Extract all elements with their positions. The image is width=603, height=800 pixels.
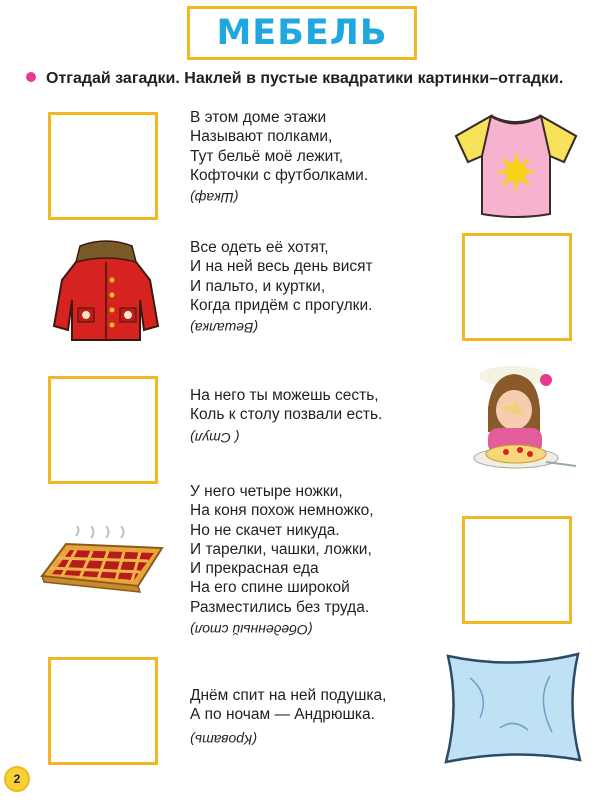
riddle-line: И пальто, и куртки, <box>190 277 326 295</box>
page-title: МЕБЕЛЬ <box>216 13 388 53</box>
riddle-4-text <box>190 482 430 617</box>
riddle-line: Все одеть её хотят, <box>190 239 329 256</box>
title-box <box>187 6 417 60</box>
sticker-box-4[interactable] <box>462 516 572 624</box>
riddle-line: Когда придём с прогулки. <box>190 296 373 314</box>
pie-icon <box>36 526 166 611</box>
pillow-icon <box>440 648 586 771</box>
riddle-line: На него ты можешь сесть, <box>190 387 379 404</box>
sticker-box-2[interactable] <box>462 233 572 341</box>
riddle-5-text <box>190 686 430 725</box>
instruction <box>26 70 596 88</box>
riddle-2-text <box>190 238 430 315</box>
sticker-box-1[interactable] <box>48 112 158 220</box>
coat-icon <box>46 240 166 350</box>
riddle-3-text <box>190 386 430 425</box>
instruction-text: Отгадай загадки. Наклей в пустые квадратики картинки–отгадки. <box>46 70 564 87</box>
riddle-3-answer: ( Стул) <box>190 430 240 446</box>
riddle-1-text <box>190 108 430 185</box>
riddle-line: И прекрасная еда <box>190 560 319 578</box>
page-number: 2 <box>4 766 30 792</box>
bullet-icon <box>26 72 36 82</box>
riddle-line: На его спине широкой <box>190 579 350 597</box>
riddle-line: Но не скачет никуда. <box>190 521 340 539</box>
riddle-line: И на ней весь день висят <box>190 258 373 276</box>
riddle-line: Тут бельё моё лежит, <box>190 147 344 165</box>
riddle-line: Кофточки с футболками. <box>190 166 369 184</box>
riddle-line: Разместились без труда. <box>190 598 370 616</box>
t-shirt-icon <box>446 110 586 225</box>
riddle-line: А по ночам — Андрюшка. <box>190 706 375 724</box>
riddle-line: Коль к столу позвали есть. <box>190 406 383 424</box>
riddle-line: У него четыре ножки, <box>190 483 343 500</box>
riddle-5-answer: (Кровать) <box>190 732 257 748</box>
riddle-line: Днём спит на ней подушка, <box>190 687 387 704</box>
riddle-line: На коня похож немножко, <box>190 502 374 520</box>
riddle-4-answer: (Обеденный стол) <box>190 622 313 638</box>
riddle-line: В этом доме этажи <box>190 109 327 126</box>
sticker-box-3[interactable] <box>48 376 158 484</box>
riddle-2-answer: (Вешалка) <box>190 320 258 336</box>
sticker-box-5[interactable] <box>48 657 158 765</box>
riddle-line: Называют полками, <box>190 128 333 146</box>
riddle-line: И тарелки, чашки, ложки, <box>190 540 372 558</box>
girl-eating-cake-icon <box>448 362 578 485</box>
riddle-1-answer: (Шкаф) <box>190 190 239 206</box>
